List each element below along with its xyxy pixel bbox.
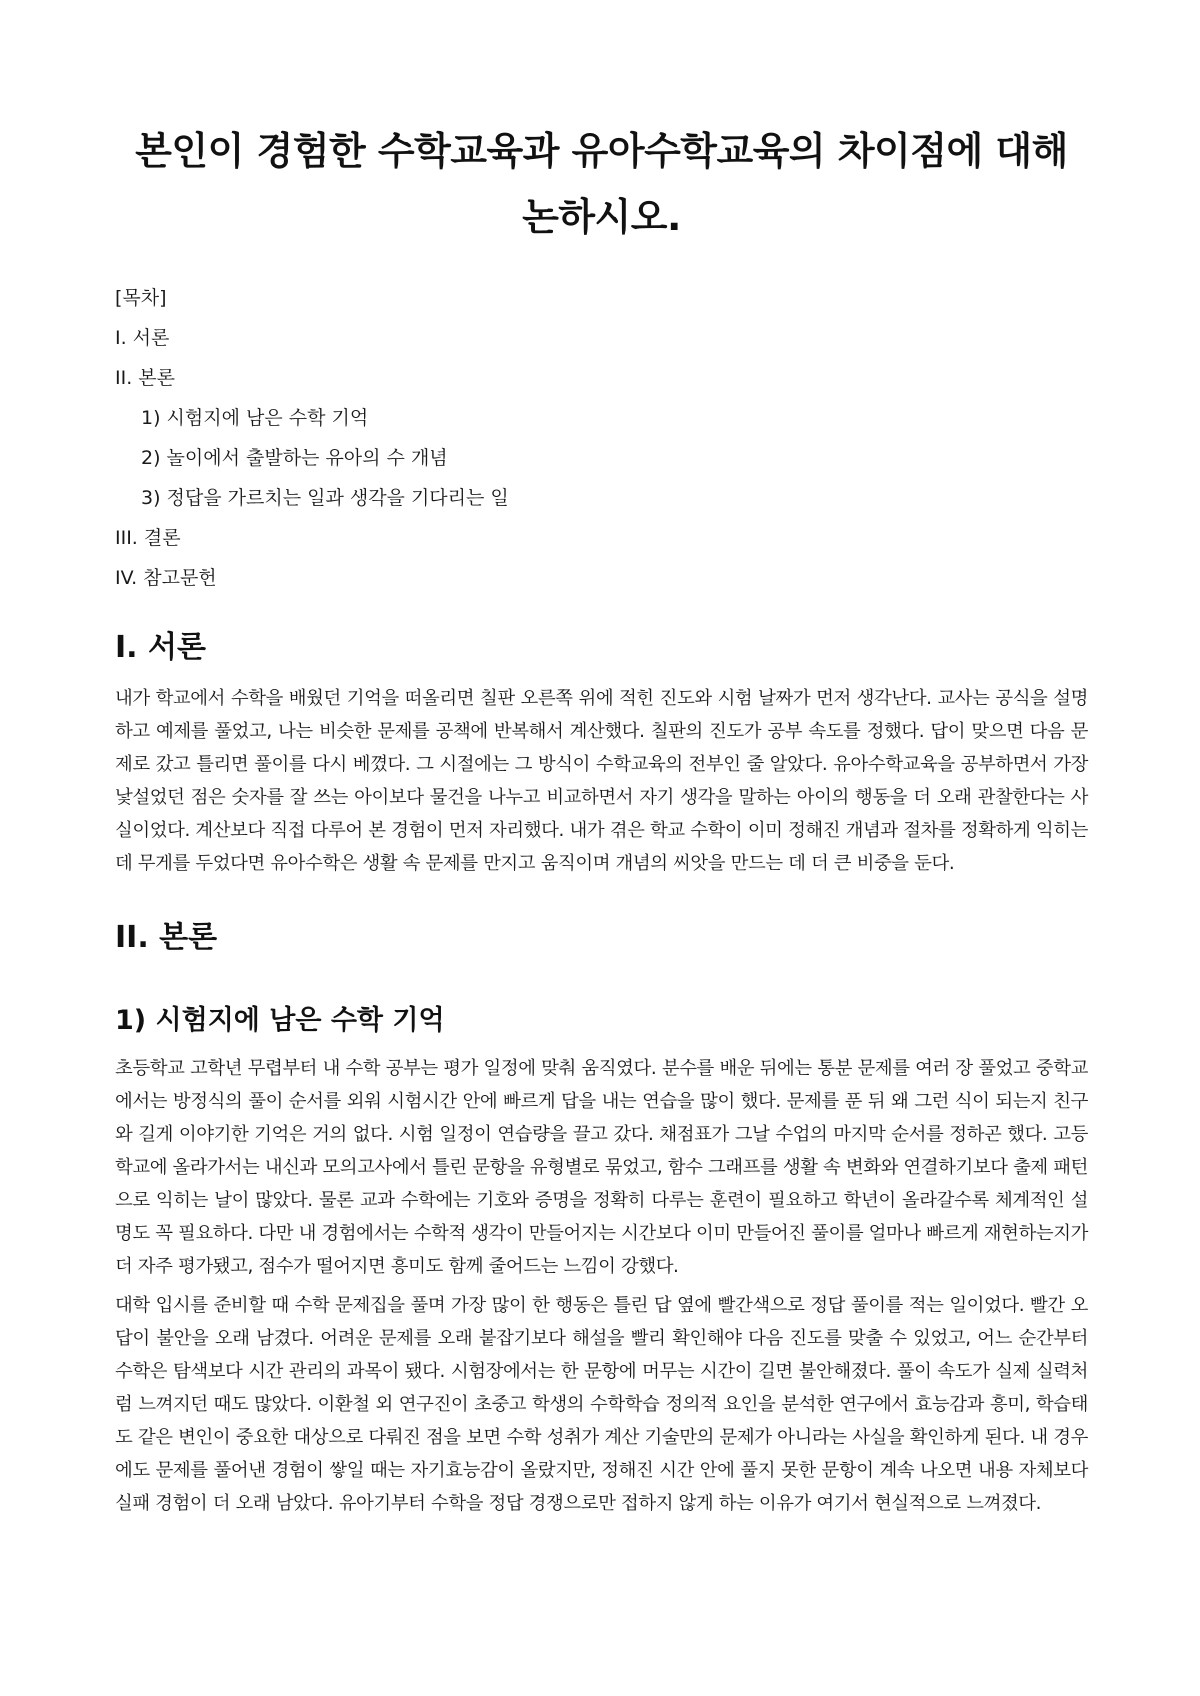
document-title: 본인이 경험한 수학교육과 유아수학교육의 차이점에 대해 논하시오.	[135, 129, 1068, 239]
toc-item: II. 본론	[115, 367, 175, 389]
body-paragraph: 대학 입시를 준비할 때 수학 문제집을 풀며 가장 많이 한 행동은 틀린 답 옆에 빨간색으로 정답 풀이를 적는 일이었다. 빨간 오답이 불안을 오래 남겼다. 어려운 문제를 오래 붙잡기보다 해설을 빨리 확인해야 다음 진도를 맞출 수 있었고, 어느 순간부터 수학은 탐색보다 시간 관리의 과목이 됐다. 시험장에서는 한 문항에 머무는 시간이 길면 불안해졌다. 풀이 속도가 실제 실력처럼 느껴지던 때도 많았다. 이환철 외 연구진이 초중고 학생의 수학학습 정의적 요인을 분석한 연구에서 효능감과 흥미, 학습태도 같은 변인이 중요한 대상으로 다뤄진 점을 보면 수학 성취가 계산 기술만의 문제가 아니라는 사실을 확인하게 된다. 내 경우에도 문제를 풀어낸 경험이 쌓일 때는 자기효능감이 올랐지만, 정해진 시간 안에 풀지 못한 문항이 계속 나오면 내용 자체보다 실패 경험이 더 오래 남았다. 유아기부터 수학을 정답 경쟁으로만 접하지 않게 하는 이유가 여기서 현실적으로 느껴졌다.	[115, 1295, 1088, 1514]
toc-item: I. 서론	[115, 327, 170, 349]
toc-item: III. 결론	[115, 527, 181, 549]
toc-item: 3) 정답을 가르치는 일과 생각을 기다리는 일	[141, 487, 509, 509]
toc-item: IV. 참고문헌	[115, 567, 217, 589]
intro-paragraph: 내가 학교에서 수학을 배웠던 기억을 떠올리면 칠판 오른쪽 위에 적힌 진도와 시험 날짜가 먼저 생각난다. 교사는 공식을 설명하고 예제를 풀었고, 나는 비슷한 문제를 공책에 반복해서 계산했다. 칠판의 진도가 공부 속도를 정했다. 답이 맞으면 다음 문제로 갔고 틀리면 풀이를 다시 베꼈다. 그 시절에는 그 방식이 수학교육의 전부인 줄 알았다. 유아수학교육을 공부하면서 가장 낯설었던 점은 숫자를 잘 쓰는 아이보다 물건을 나누고 비교하면서 자기 생각을 말하는 아이의 행동을 더 오래 관찰한다는 사실이었다. 계산보다 직접 다루어 본 경험이 먼저 자리했다. 내가 겪은 학교 수학이 이미 정해진 개념과 절차를 정확하게 익히는 데 무게를 두었다면 유아수학은 생활 속 문제를 만지고 움직이며 개념의 씨앗을 만드는 데 더 큰 비중을 둔다.	[115, 688, 1088, 874]
table-of-contents	[115, 278, 1088, 598]
section-heading-body: II. 본론	[115, 920, 218, 955]
toc-item: 2) 놀이에서 출발하는 유아의 수 개념	[141, 447, 448, 469]
toc-header: [목차]	[115, 287, 167, 309]
toc-item: 1) 시험지에 남은 수학 기억	[141, 407, 369, 429]
body-paragraph: 초등학교 고학년 무렵부터 내 수학 공부는 평가 일정에 맞춰 움직였다. 분수를 배운 뒤에는 통분 문제를 여러 장 풀었고 중학교에서는 방정식의 풀이 순서를 외워 시험시간 안에 빠르게 답을 내는 연습을 많이 했다. 문제를 푼 뒤 왜 그런 식이 되는지 친구와 길게 이야기한 기억은 거의 없다. 시험 일정이 연습량을 끌고 갔다. 채점표가 그날 수업의 마지막 순서를 정하곤 했다. 고등학교에 올라가서는 내신과 모의고사에서 틀린 문항을 유형별로 묶었고, 함수 그래프를 생활 속 변화와 연결하기보다 출제 패턴으로 익히는 날이 많았다. 물론 교과 수학에는 기호와 증명을 정확히 다루는 훈련이 필요하고 학년이 올라갈수록 체계적인 설명도 꼭 필요하다. 다만 내 경험에서는 수학적 생각이 만들어지는 시간보다 이미 만들어진 풀이를 얼마나 빠르게 재현하는지가 더 자주 평가됐고, 점수가 떨어지면 흥미도 함께 줄어드는 느낌이 강했다.	[115, 1058, 1088, 1277]
section-heading-intro: I. 서론	[115, 630, 206, 665]
subsection-heading: 1) 시험지에 남은 수학 기억	[115, 1005, 445, 1036]
